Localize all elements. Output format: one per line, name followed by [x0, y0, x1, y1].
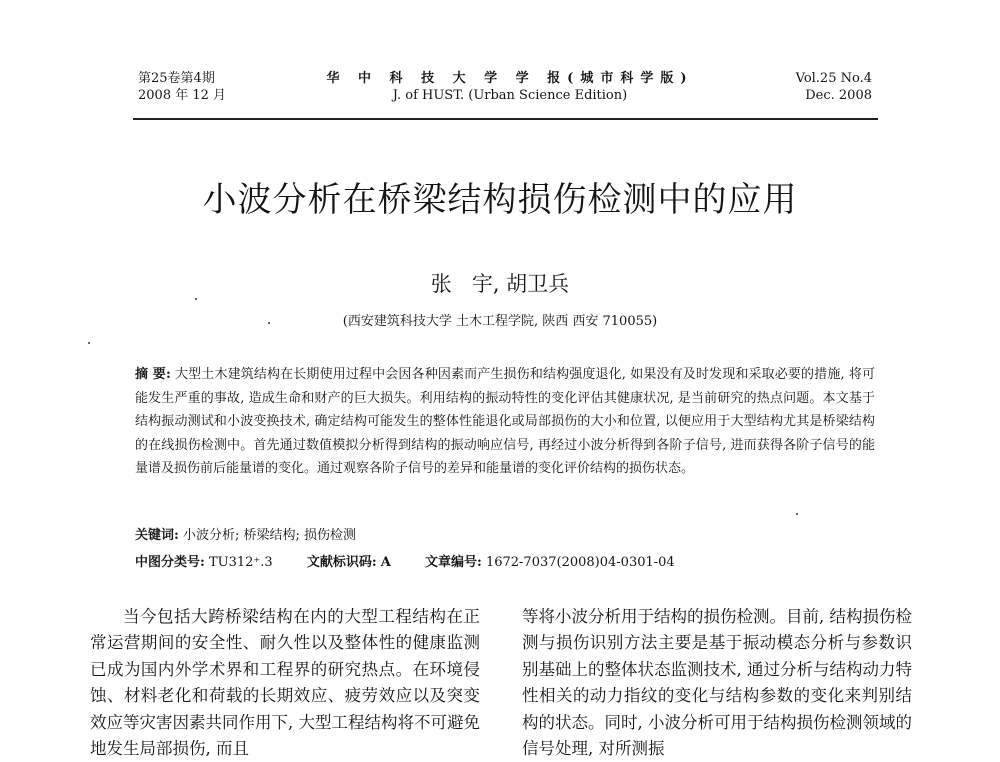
doc-code-value: A [380, 555, 391, 570]
abstract-text: 大型土木建筑结构在长期使用过程中会因各种因素而产生损伤和结构强度退化, 如果没有及时发现和采取必要的措施, 将可能发生严重的事故, 造成生命和财产的巨大损失。利用结构的振动特性的变化评估其健康状况, 是当前研究的热点问题。本文基于结构振动测试和小波变换技术, 确定结构可能发生的整体性能退化或局部损伤的大小和位置, 以便应用于大型结构尤其是桥梁结构的在线损伤检测中。首先通过数值模拟分析得到结构的振动响应信号, 再经过小波分析得到各阶子信号, 进而获得各阶子信号的能量谱及损伤前后能量谱的变化。通过观察各阶子信号的差异和能量谱的变化评价结构的损伤状态。 [135, 367, 875, 477]
header-date-en: Dec. 2008 [805, 88, 872, 103]
doc-group [307, 555, 391, 570]
doc-code-label: 文献标识码: [306, 555, 377, 570]
keywords-text: 小波分析; 桥梁结构; 损伤检测 [182, 528, 356, 543]
paper-title: 小波分析在桥梁结构损伤检测中的应用 [202, 180, 798, 220]
keywords [135, 526, 875, 546]
header-rule [133, 118, 878, 120]
header-journal-cn: 华 中 科 技 大 学 学 报(城市科学版) [326, 71, 694, 86]
header-center [300, 70, 720, 104]
scan-speck [268, 322, 270, 324]
header-left [138, 70, 226, 104]
scan-speck [195, 298, 197, 300]
article-group [425, 555, 675, 570]
body-left-paragraph: 当今包括大跨桥梁结构在内的大型工程结构在正常运营期间的安全性、耐久性以及整体性的健康监测已成为国内外学术界和工程界的研究热点。在环境侵蚀、材料老化和荷载的长期效应、疲劳效应以及突变效应等灾害因素共同作用下, 大型工程结构将不可避免地发生局部损伤, 而且 [90, 607, 480, 759]
abstract-label: 摘 要: [135, 367, 171, 382]
header-journal-en: J. of HUST. (Urban Science Edition) [392, 88, 628, 103]
abstract [135, 363, 875, 481]
scan-speck [796, 513, 798, 515]
header-right [796, 70, 872, 104]
body-column-right [522, 604, 912, 762]
body-right-paragraph: 等将小波分析用于结构的损伤检测。目前, 结构损伤检测与损伤识别方法主要是基于振动模态分析与参数识别基础上的整体状态监测技术, 通过分析与结构动力特性相关的动力指纹的变化与结构参数的变化来判别结构的状态。同时, 小波分析可用于结构损伤检测领域的信号处理, 对所测振 [522, 607, 912, 759]
paper-affiliation: (西安建筑科技大学 土木工程学院, 陕西 西安 710055) [342, 314, 658, 329]
article-number-value: 1672-7037(2008)04-0301-04 [485, 555, 675, 570]
classification-line [135, 553, 875, 573]
header-volume-cn: 第25卷第4期 [138, 71, 215, 86]
article-number-label: 文章编号: [425, 555, 482, 570]
clc-group [135, 555, 273, 570]
scan-speck [88, 342, 90, 344]
clc-value: TU312⁺.3 [208, 555, 273, 570]
body-column-left [90, 604, 480, 762]
clc-label: 中图分类号: [135, 555, 205, 570]
header-volume-en: Vol.25 No.4 [795, 71, 872, 86]
paper-authors: 张 宇, 胡卫兵 [430, 272, 570, 296]
keywords-label: 关键词: [135, 528, 179, 543]
header-date-cn: 2008 年 12 月 [138, 88, 227, 103]
